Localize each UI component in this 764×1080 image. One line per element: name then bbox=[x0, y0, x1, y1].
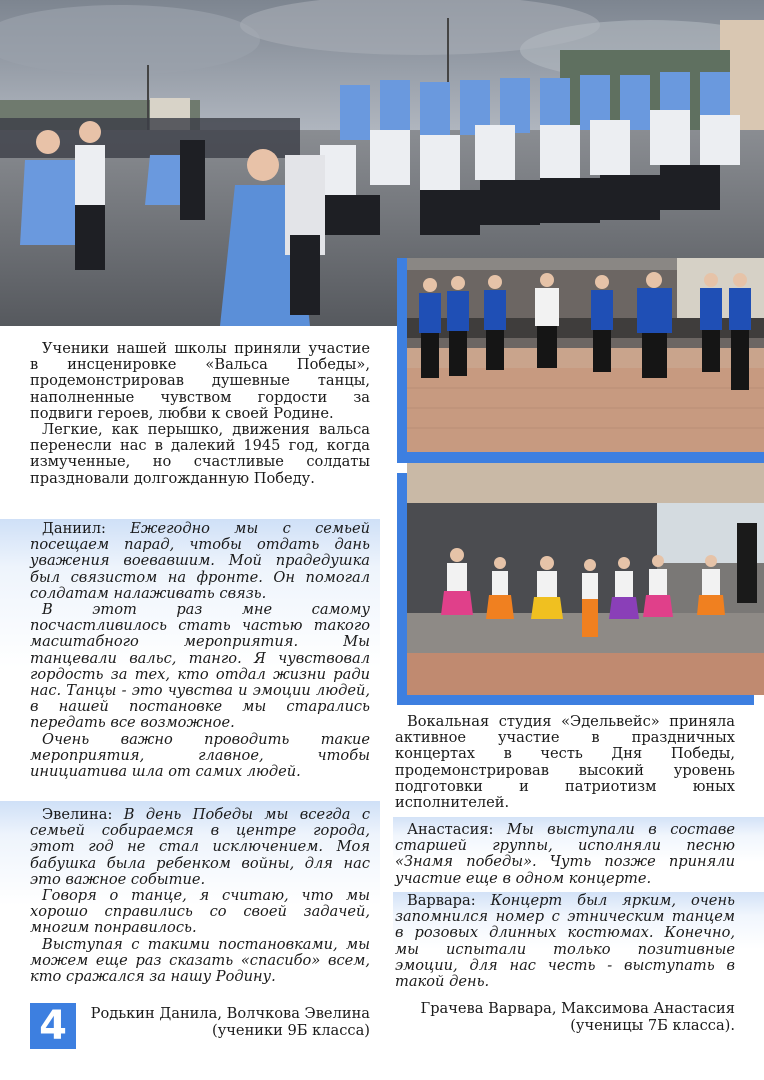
anastasia-name: Анастасия: bbox=[407, 821, 494, 838]
evelina-paragraph-1: В день Победы мы всегда с семьей собираемся в центре города, этот год не стал исключением. Моя бабушка была ребенком войны, для нас это важное событие. bbox=[30, 806, 371, 888]
daniil-paragraph-1: Ежегодно мы с семьей посещаем парад, чтобы отдать дань уважения воевавшим. Мой прадедушка был связистом на фронте. Он помогал солдатам налаживать связь. bbox=[30, 520, 371, 602]
authors-right-class: (ученицы 7Б класса). bbox=[570, 1017, 735, 1034]
intro-paragraph-1: Ученики нашей школы приняли участие в инсценировке «Вальса Победы», продемонстрировав душевные танцы, наполненные чувством гордости за подвиги героев, любви к своей Родине. bbox=[30, 340, 370, 422]
varvara-paragraph: Концерт был ярким, очень запомнился номер с этническим танцем в розовых длинных костюмах. Конечно, мы испытали только позитивные эмоции, для нас честь - выступать в такой день. bbox=[395, 892, 735, 991]
authors-left-class: (ученики 9Б класса) bbox=[212, 1022, 370, 1039]
authors-right-names: Грачева Варвара, Максимова Анастасия bbox=[420, 1000, 735, 1017]
daniil-paragraph-2: В этот раз мне самому посчастливилось стать частью такого масштабного мероприятия. Мы танцевали вальс, танго. Я чувствовал гордость за тех, кто отдал жизни ради нас. Танцы - это чувства и эмоции людей, в нашей постановке мы старались передать все возможное. bbox=[30, 601, 370, 732]
authors-right bbox=[395, 1000, 735, 1034]
varvara-quote bbox=[395, 893, 735, 990]
anastasia-paragraph: Мы выступали в составе старшей группы, исполняли песню «Знамя победы». Чуть позже приняли участие еще в одном концерте. bbox=[395, 821, 735, 887]
evelina-quote bbox=[30, 807, 370, 985]
edelweiss-photo bbox=[407, 463, 764, 695]
authors-left bbox=[80, 1005, 370, 1039]
authors-left-names: Родькин Данила, Волчкова Эвелина bbox=[90, 1005, 370, 1022]
studio-paragraph: Вокальная студия «Эдельвейс» приняла активное участие в праздничных концертах в честь Дня Победы, продемонстрировав высокий уровень подготовки и патриотизм юных исполнителей. bbox=[395, 713, 735, 812]
page-number: 4 bbox=[30, 1003, 76, 1049]
evelina-name: Эвелина: bbox=[42, 806, 113, 823]
daniil-quote bbox=[30, 521, 370, 780]
evelina-paragraph-3: Выступая с такими постановками, мы можем еще раз сказать «спасибо» всем, кто сражался за нашу Родину. bbox=[30, 935, 370, 986]
varvara-name: Варвара: bbox=[407, 892, 476, 909]
daniil-name: Даниил: bbox=[42, 520, 106, 537]
daniil-paragraph-3: Очень важно проводить такие мероприятия, главное, чтобы инициатива шла от самих людей. bbox=[30, 730, 370, 781]
intro-text bbox=[30, 341, 370, 487]
chorus-photo bbox=[407, 258, 764, 452]
evelina-paragraph-2: Говоря о танце, я считаю, что мы хорошо справились со своей задачей, многим понравилось. bbox=[30, 887, 370, 937]
studio-text bbox=[395, 714, 735, 811]
anastasia-quote bbox=[395, 822, 735, 887]
intro-paragraph-2: Легкие, как перышко, движения вальса перенесли нас в далекий 1945 год, когда измученные, но счастливые солдаты праздновали долгожданную Победу. bbox=[30, 421, 370, 487]
